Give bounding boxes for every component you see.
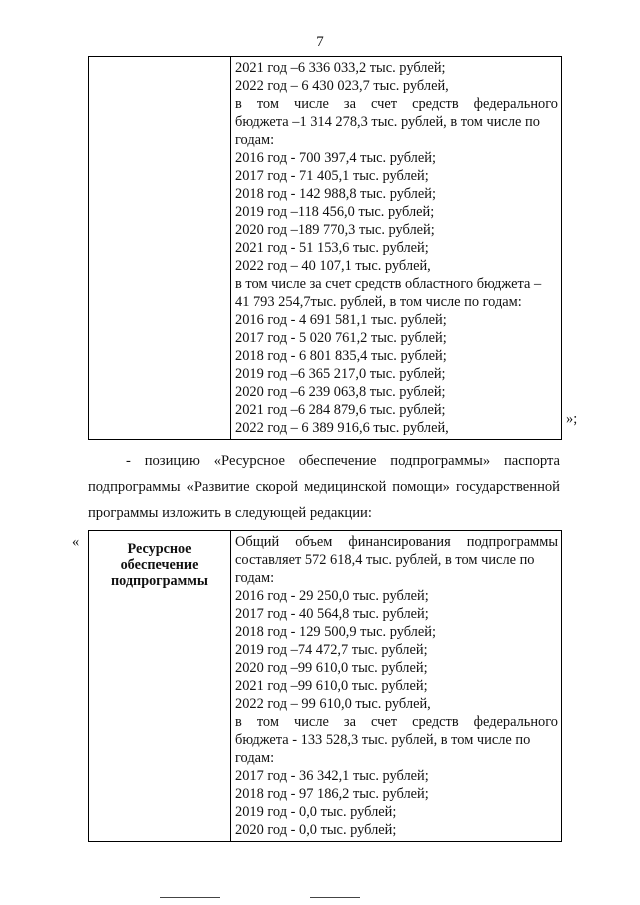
table-line: 2022 год – 6 389 916,6 тыс. рублей, — [235, 420, 449, 436]
table-line: 41 793 254,7тыс. рублей, в том числе по годам: — [235, 294, 522, 310]
table-line: 2018 год - 142 988,8 тыс. рублей; — [235, 186, 436, 202]
table-line: 2022 год – 6 430 023,7 тыс. рублей, — [235, 78, 449, 94]
table-line: бюджета - 133 528,3 тыс. рублей, в том числе по — [235, 732, 531, 748]
label-line: подпрограммы — [110, 573, 209, 589]
page-number: 7 — [316, 34, 324, 50]
table-line: в том числе за счет средств областного бюджета – — [235, 276, 542, 292]
table-line: 2016 год - 700 397,4 тыс. рублей; — [235, 150, 436, 166]
table-line: 2020 год –189 770,3 тыс. рублей; — [235, 222, 435, 238]
table-line: 2020 год - 0,0 тыс. рублей; — [235, 822, 397, 838]
table-right-cell — [231, 531, 562, 842]
table-line: 2017 год - 36 342,1 тыс. рублей; — [235, 768, 429, 784]
table-line: 2021 год –99 610,0 тыс. рублей; — [235, 678, 428, 694]
table-line: 2017 год - 40 564,8 тыс. рублей; — [235, 606, 429, 622]
table-line: 2017 год - 5 020 761,2 тыс. рублей; — [235, 330, 447, 346]
label-line: обеспечение — [120, 557, 199, 573]
table-line: 2022 год – 40 107,1 тыс. рублей, — [235, 258, 431, 274]
table-line: 2019 год –6 365 217,0 тыс. рублей; — [235, 366, 446, 382]
table-line: 2017 год - 71 405,1 тыс. рублей; — [235, 168, 429, 184]
table-line: 2018 год - 97 186,2 тыс. рублей; — [235, 786, 429, 802]
opening-quote-mark: « — [72, 534, 80, 550]
table-line: 2020 год –6 239 063,8 тыс. рублей; — [235, 384, 446, 400]
instruction-line-3: программы изложить в следующей редакции: — [88, 505, 372, 521]
table-line: годам: — [235, 750, 275, 766]
table-line: 2021 год –6 284 879,6 тыс. рублей; — [235, 402, 446, 418]
table-left-cell-empty — [89, 57, 231, 440]
resource-table-new — [88, 530, 562, 842]
table-line: 2016 год - 4 691 581,1 тыс. рублей; — [235, 312, 447, 328]
table-line: бюджета –1 314 278,3 тыс. рублей, в том числе по — [235, 114, 540, 130]
table-line: 2019 год - 0,0 тыс. рублей; — [235, 804, 397, 820]
table-line: годам: — [235, 570, 275, 586]
label-line: Ресурсное — [127, 541, 192, 557]
table-line: 2018 год - 6 801 835,4 тыс. рублей; — [235, 348, 447, 364]
footer-rule — [310, 897, 360, 898]
table-line: 2016 год - 29 250,0 тыс. рублей; — [235, 588, 429, 604]
table-line: 2022 год – 99 610,0 тыс. рублей, — [235, 696, 431, 712]
footer-rule — [160, 897, 220, 898]
table-left-cell-label — [89, 531, 231, 842]
table-line: в том числе за счет средств федерального — [235, 714, 558, 730]
table-line: 2018 год - 129 500,9 тыс. рублей; — [235, 624, 436, 640]
table-line: 2019 год –118 456,0 тыс. рублей; — [235, 204, 435, 220]
table-line: 2021 год –6 336 033,2 тыс. рублей; — [235, 60, 446, 76]
table-line: составляет 572 618,4 тыс. рублей, в том числе по — [235, 552, 535, 568]
table-line: годам: — [235, 132, 275, 148]
closing-quote-mark: »; — [566, 411, 578, 427]
table-line: Общий объем финансирования подпрограммы — [235, 534, 558, 550]
resource-table-continuation — [88, 56, 562, 440]
table-line: 2020 год –99 610,0 тыс. рублей; — [235, 660, 428, 676]
instruction-line-2: подпрограммы «Развитие скорой медицинской помощи» государственной — [88, 479, 560, 495]
table-line: 2019 год –74 472,7 тыс. рублей; — [235, 642, 428, 658]
table-line: 2021 год - 51 153,6 тыс. рублей; — [235, 240, 429, 256]
instruction-line-1: - позицию «Ресурсное обеспечение подпрограммы» паспорта — [126, 453, 560, 469]
table-line: в том числе за счет средств федерального — [235, 96, 558, 112]
table-right-cell — [231, 57, 562, 440]
